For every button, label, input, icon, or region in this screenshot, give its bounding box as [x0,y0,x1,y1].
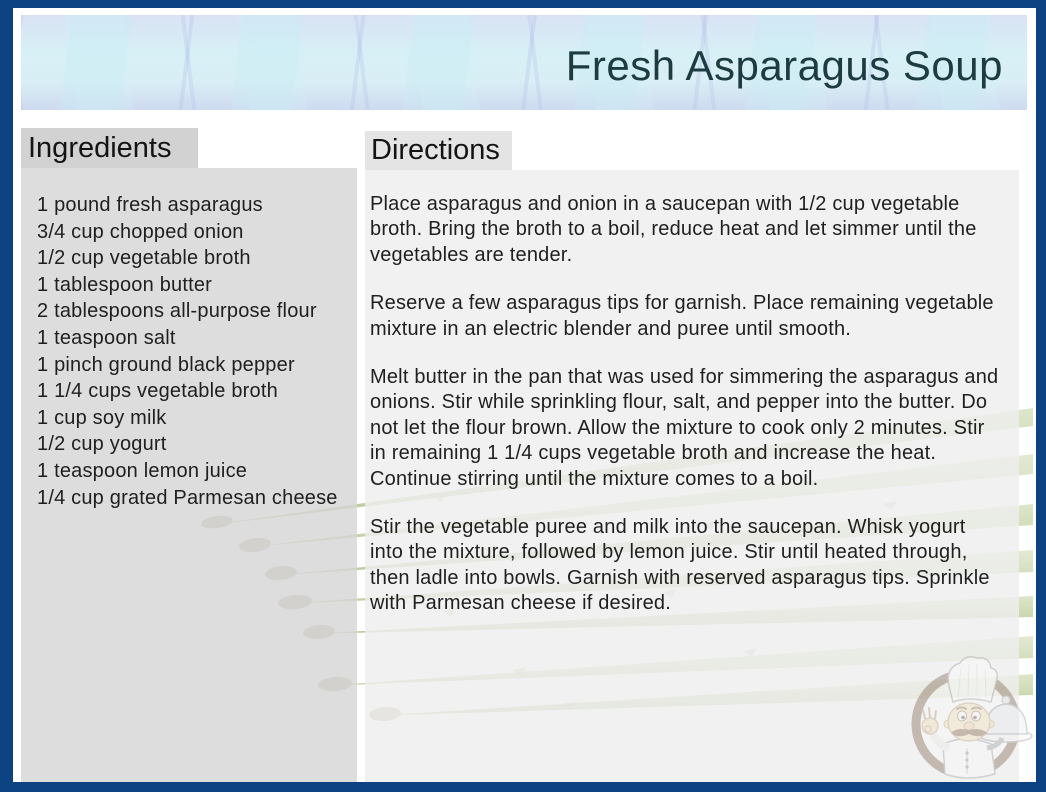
ingredient-item: 1/4 cup grated Parmesan cheese [37,486,338,509]
ingredient-item: 1 1/4 cups vegetable broth [37,380,278,403]
ingredient-item: 1/2 cup yogurt [37,433,167,456]
ingredient-item: 1 teaspoon lemon juice [37,459,248,482]
page-title: Fresh Asparagus Soup [565,41,1003,89]
directions-heading: Directions [365,131,512,170]
ingredient-item: 1 cup soy milk [37,406,167,429]
ingredients-heading: Ingredients [21,128,198,168]
directions-paragraph: Melt butter in the pan that was used for simmering the asparagus and onions. Stir while sprinkling flour, salt, and pepper into the butter. Do not let the flour brown. Allow the mixture to cook only 2 minutes. Stir in remaining 1 1/4 cups vegetable broth and increase the heat. Continue stirring until the mixture comes to a boil. [370,366,999,490]
ingredient-item: 3/4 cup chopped onion [37,220,244,243]
ingredient-item: 1 pinch ground black pepper [37,353,295,376]
directions-paragraph: Place asparagus and onion in a saucepan with 1/2 cup vegetable broth. Bring the broth to a boil, reduce heat and let simmer until the vegetables are tender. [370,193,977,266]
ingredients-panel [21,168,357,782]
header-band [21,15,1027,110]
ingredient-item: 1 pound fresh asparagus [37,194,263,216]
directions-paragraph: Stir the vegetable puree and milk into the saucepan. Whisk yogurt into the mixture, followed by lemon juice. Stir until heated through, then ladle into bowls. Garnish with reserved asparagus tips. Sprinkle with Parmesan cheese if desired. [370,516,990,615]
ingredient-item: 1 tablespoon butter [37,273,213,296]
ingredient-item: 2 tablespoons all-purpose flour [37,300,317,323]
ingredient-item: 1 teaspoon salt [37,326,176,349]
chef-watermark-icon [903,650,1035,782]
directions-paragraph: Reserve a few asparagus tips for garnish. Place remaining vegetable mixture in an electric blender and puree until smooth. [370,292,994,340]
ingredient-item: 1/2 cup vegetable broth [37,247,251,270]
